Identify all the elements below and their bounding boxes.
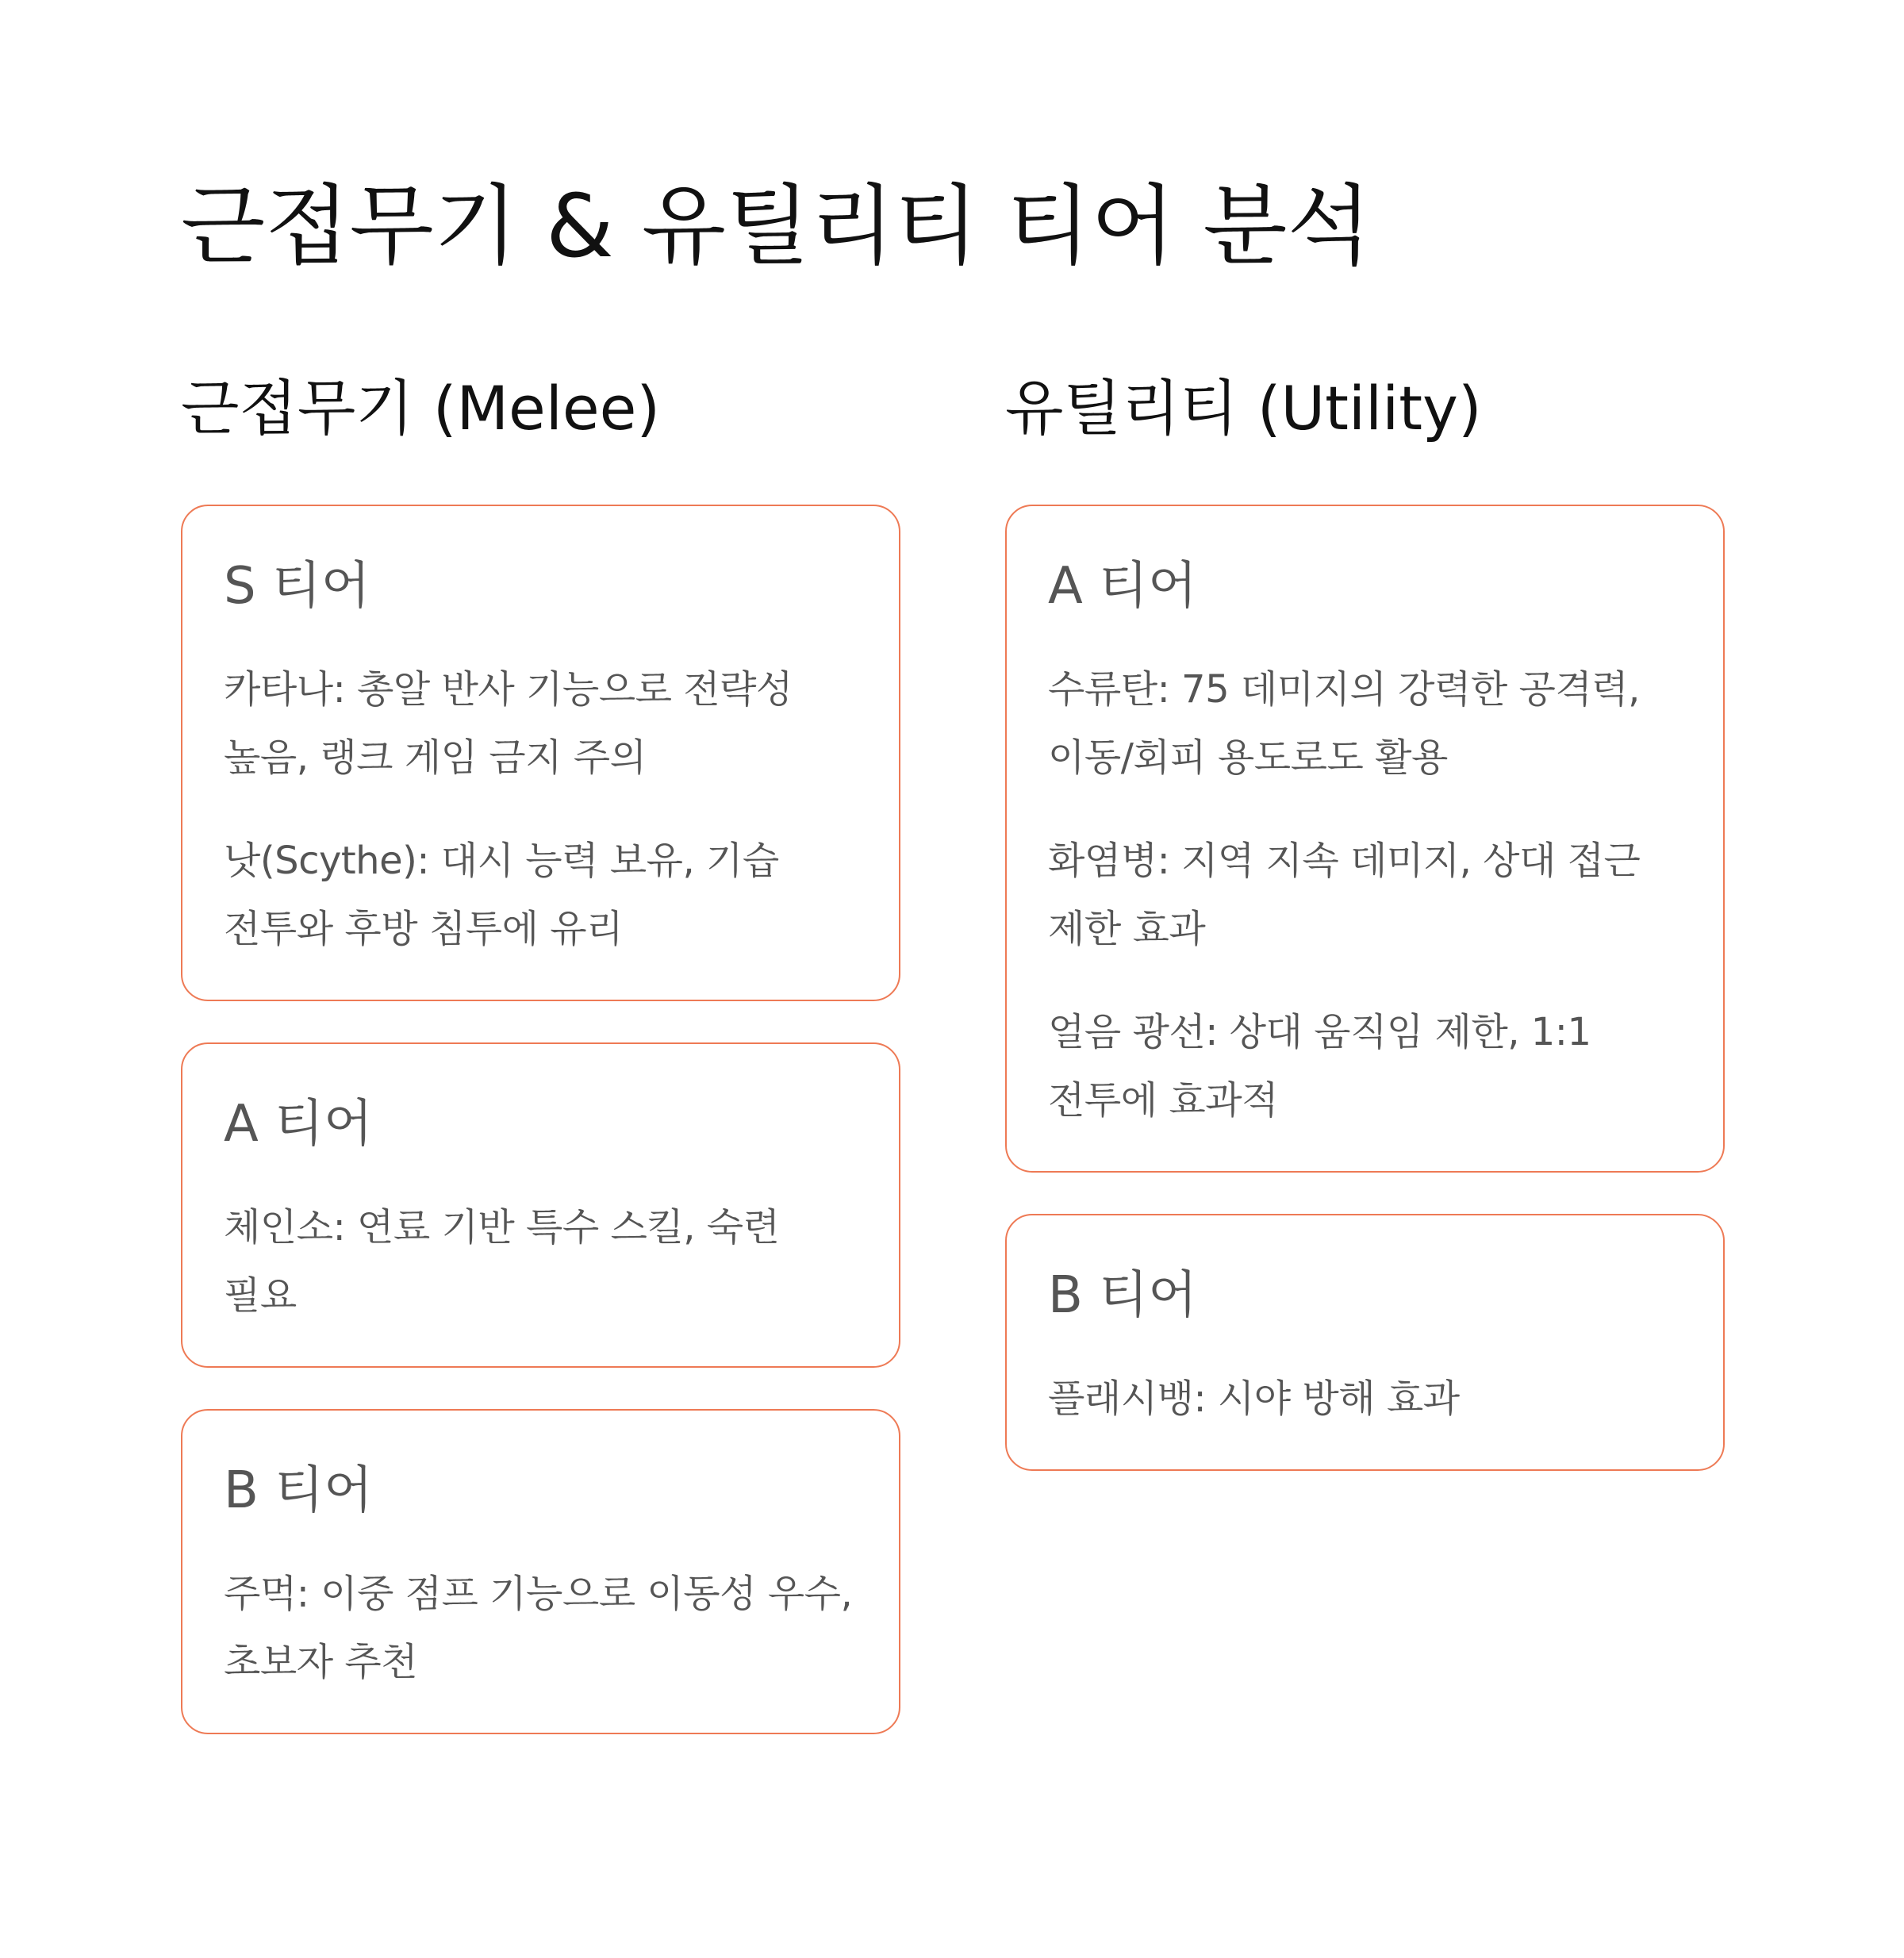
tier-item-list — [224, 655, 858, 1000]
tier-item-list — [224, 1560, 858, 1733]
utility-heading: 유틸리티 (Utility) — [1005, 373, 1482, 443]
utility-column — [1005, 365, 1725, 1471]
melee-tier-b-card — [181, 1409, 900, 1734]
tier-item-ice-beam: 얼음 광선: 상대 움직임 제한, 1:1 전투에 효과적 — [1048, 1010, 1591, 1123]
page-title: 근접무기 & 유틸리티 티어 분석 — [181, 175, 1372, 277]
tier-item-list — [224, 1193, 858, 1366]
tier-label: B 티어 — [224, 1461, 373, 1520]
tier-label: A 티어 — [1048, 557, 1197, 616]
tier-item-flashbang: 플래시뱅: 시야 방해 효과 — [1048, 1376, 1460, 1421]
melee-tier-a-card — [181, 1042, 900, 1368]
melee-column — [181, 365, 900, 1734]
utility-tier-b-card — [1005, 1214, 1725, 1471]
tier-item-katana: 카타나: 총알 반사 기능으로 전략성 높음, 랭크 게임 금지 주의 — [224, 667, 793, 780]
melee-tier-s-card — [181, 505, 900, 1001]
utility-tier-a-card — [1005, 505, 1725, 1173]
tier-item-chainsaw: 체인소: 연료 기반 특수 스킬, 숙련 필요 — [224, 1205, 780, 1318]
tier-label: S 티어 — [224, 557, 370, 616]
melee-heading: 근접무기 (Melee) — [181, 373, 661, 443]
tier-label: A 티어 — [224, 1095, 373, 1154]
tier-item-list — [1048, 655, 1682, 1171]
tier-item-scythe: 낫(Scythe): 대시 능력 보유, 기습 전투와 후방 침투에 유리 — [224, 839, 779, 951]
tier-item-grenade: 수류탄: 75 데미지의 강력한 공격력, 이동/회피 용도로도 활용 — [1048, 667, 1640, 780]
tier-item-list — [1048, 1365, 1682, 1469]
tier-item-molotov: 화염병: 지역 지속 데미지, 상대 접근 제한 효과 — [1048, 839, 1641, 951]
tier-label: B 티어 — [1048, 1266, 1197, 1325]
tier-item-fist: 주먹: 이중 점프 기능으로 이동성 우수, 초보자 추천 — [224, 1572, 853, 1684]
